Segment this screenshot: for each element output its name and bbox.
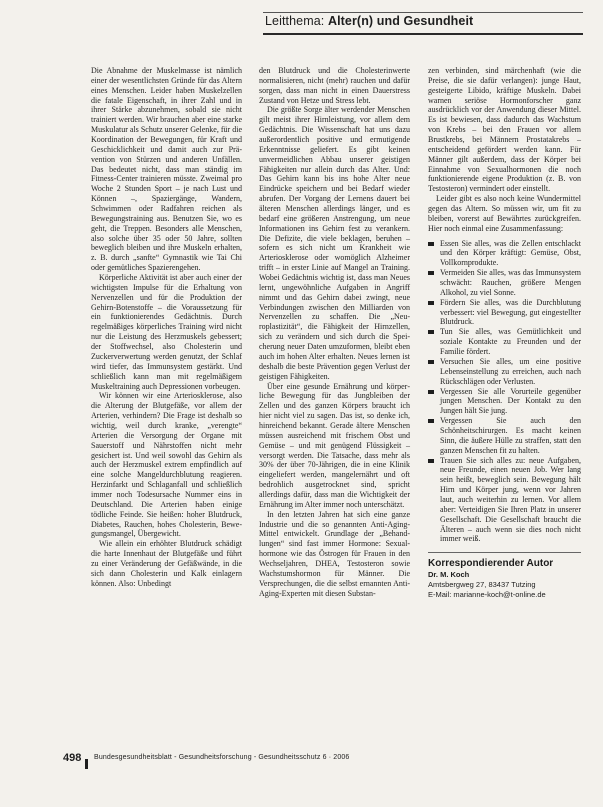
square-bullet-icon [428,419,434,423]
bullet-text: Essen Sie alles, was die Zellen entschlackt und den Körper kräftigt: Gemüse, Obst, Vollkornprodukte. [440,238,581,268]
text-column-left [91,66,242,589]
text-column-right [428,66,581,600]
bullet-text: Fördern Sie alles, was die Durchblutung verbessert: viel Bewegung, gut eingestellter Blutdruck. [440,297,581,327]
paragraph: zen verbinden, sind märchenhaft (wie die Preise, die sie dafür verlangen): junge Haut, gesteigerte Libido, kräftige Muskeln. Dabei warnen seriöse Hormonforscher ganz ausdrücklich vor der Anwendung dieser Mittel. Es ist bewiesen, dass dadurch das Wachstum von Krebs – bei den Frauen vor allem Brustkrebs, bei Männern Prostatakrebs – entscheidend gefördert werden kann. Für Männer gilt außerdem, dass der Körper bei Einnahme von Sexualhormonen die noch funktionierende eigene Produktion (z. B. von Testosteron) vermindert oder einstellt. [428,66,581,194]
paragraph: Wie allein ein erhöhter Blutdruck schädigt die harte Innenhaut der Blutgefäße und führt zu einer Veränderung der Gefäßwände, in die sich dann Cholesterin und Kalk einlagern können. Also: Unbedingt [91,539,242,588]
bullet-text: Versuchen Sie alles, um eine positive Lebenseinstellung zu erreichen, auch nach Rückschlägen oder Verlusten. [440,356,581,386]
page-footer [63,750,583,770]
contact-email: E-Mail: marianne-koch@t-online.de [428,590,546,600]
bullet-text: Vergessen Sie auch den Schönheitschirurgen. Es macht keinen Sinn, die äußere Hülle zu straffen, statt den ganzen Menschen fit zu halten. [440,416,581,455]
paragraph: In den letzten Jahren hat sich eine ganze Industrie und die so genannten Anti-Aging-Mittel entwickelt. Grundlage der „Behandlungen“ sind fast immer Hormone: Sexualhormone wie das Östrogen für Frauen in den Wechseljahren, DHEA, Testosteron sowie Wachstumshormon für Männer. Die Versprechungen, die die selbst ernannten Anti-Aging-Experten mit diesen Substan- [259,509,410,598]
contact-name: Dr. M. Koch [428,570,470,580]
contact-rule [428,552,581,553]
header-title: Alter(n) und Gesundheit [327,14,474,28]
bullet-item [428,327,581,357]
bullet-item [428,268,581,298]
paragraph: Über eine gesunde Ernährung und körperliche Bewegung für das Jungbleiben der Zellen und des ganzen Körpers braucht ich hier nicht viel zu sagen. Das ist, so denke ich, hinreichend bekannt. Gerade ältere Menschen müssen ausreichend mit frischem Obst und Gemüse – und mit genügend Flüssigkeit – versorgt werden. Die Tatsache, dass mehr als 30% der über 70-Jährigen, die in eine Klinik eingeliefert werden, mangelernährt und oft bedrohlich ausgetrocknet sind, spricht allerdings dafür, dass man die Wichtigkeit der Ernährung im Alter immer noch unterschätzt. [259,381,410,509]
square-bullet-icon [428,301,434,305]
journal-citation: Bundesgesundheitsblatt - Gesundheitsforschung - Gesundheitsschutz 6 · 2006 [94,754,350,761]
paragraph: den Blutdruck und die Cholesterinwerte normalisieren, nicht (mehr) rauchen und dafür sorgen, dass man nicht in einen Dauerstress Zustand von Hetze und Stress lebt. [259,66,410,105]
paragraph: Die Abnahme der Muskelmasse ist nämlich einer der wesentlichsten Gründe für das Altern eines Menschen. Leider haben Muskelzellen die fatale Eigenschaft, in ihrer Zahl und in ihrer Stärke abzunehmen, sobald sie nicht trainiert werden. Wir brauchen aber eine starke Muskulatur als Schutz unserer Gelenke, für die Koordination der Bewegungen, für Kraft und Geschicklichkeit und damit auch zur Prävention von Stürzen und anderen Unfällen. Das bedeutet nicht, dass man ständig im Fitness-Center trainieren müsste. Zweimal pro Woche 2 Stunden Sport – je nach Lust und Können –, Spaziergänge, Wandern, Schwimmen oder Radfahren reichen als Bewegungstraining aus. Benutzen Sie, wo es geht, die Treppen. Besonders alle Menschen, also solche über 35 oder 50 Jahre, sollten beweglich bleiben und ihre Muskeln erhalten, z. B. durch „sanfte“ Gymnastik wie Tai Chi oder gemütliches Spazierengehen. [91,66,242,273]
bullet-text: Vergessen Sie alle Vorurteile gegenüber jungen Menschen. Der Kontakt zu den Jungen hält Sie jung. [440,386,581,416]
bullet-item [428,416,581,455]
header-rule [263,33,583,35]
square-bullet-icon [428,390,434,394]
bullet-text: Trauen Sie sich alles zu: neue Aufgaben, neue Freunde, einen neuen Job. Wer lang sein heißt, beweglich sein. Bewegung hält Hirn und Körper jung, wenn vor Jahren laut, auch weiterhin zu lernen. Vor allem aber: Verteidigen Sie Ihren Platz in unserer Gesellschaft. Die Gesellschaft braucht die Älteren – auch wenn sie dies noch nicht immer weiß. [440,455,581,544]
bullet-text: Vermeiden Sie alles, was das Immunsystem schwächt: Rauchen, größere Mengen Alkohol, zu viel Sonne. [440,268,581,297]
paragraph: Wir können wir eine Arteriosklerose, also die Alterung der Blutgefäße, vor allem der Arterien, verhindern? Die Frage ist deshalb so wichtig, weil durch kranke, „verengte“ Arterien die Versorgung der Organe mit Sauerstoff und Nährstoffen nicht mehr gesichert ist. Und weil sowohl das Gehirn als auch der Herzmuskel extrem empfindlich auf eine solche Mangeldurchblutung reagieren. Herzinfarkt und Schlaganfall und schließlich immer noch Todesursache Nummer eins in Deutschland. Die Arterien haben einige tödliche Feinde. Sie heißen: hoher Blutdruck, Diabetes, Rauchen, hohes Cholesterin, Bewegungsmangel, Übergewicht. [91,391,242,539]
contact-address: Amtsbergweg 27, 83437 Tutzing [428,580,536,590]
paragraph: Leider gibt es also noch keine Wundermittel gegen das Altern. So müssen wir, um fit zu bleiben, vorerst auf Bewährtes zurückgreifen. Hier noch einmal eine Zusammenfassung: [428,194,581,233]
page-number: 498 [63,752,82,764]
paragraph: Körperliche Aktivität ist aber auch einer der wichtigsten Impulse für die Erhaltung von Nervenzellen und für die Produktion der Gehirn-Botenstoffe – die Voraussetzung für ein funktionierendes Gedächtnis. Durch regelmäßiges körperliches Training wird nicht nur die Leistung des Herzmuskels gebessert; der Stoffwechsel, also Cholesterin und Zuckerverwertung werden genutzt, der Schlaf wird tiefer, das Immunsystem gestärkt. Und schließlich kann man mit regelmäßigem Muskeltraining auch Depressionen vorbeugen. [91,273,242,391]
bullet-item [428,357,581,387]
summary-bullet-list [428,239,581,545]
square-bullet-icon [428,271,434,275]
bullet-item [428,298,581,328]
bullet-item [428,456,581,545]
footer-divider [85,759,88,769]
text-column-middle [259,66,410,598]
bullet-item [428,239,581,269]
contact-heading: Korrespondierender Autor [428,558,554,570]
square-bullet-icon [428,459,434,463]
paragraph: Die größte Sorge älter werdender Menschen gilt meist ihrer Hirnleistung, vor allem dem Gedächtnis. Die Wissenschaft hat uns dazu außerordentlich positive und ermutigende Erkenntnisse geliefert. Es gibt keinen unvermeidlichen Abbau unserer geistigen Fähigkeiten nur allein durch das Alter. Und: Das Gehirn kann bis ins hohe Alter neue Eindrücke speichern und bei Bedarf wieder abrufen. Der Vorgang der Lernens dauert bei älteren Menschen allerdings länger, und es bedarf eine größeren Anstrengung, um neue Informationen ins Gehirn fest zu verankern. Die Defizite, die viele beklagen, beruhen – sofern es sich nicht um Krankheit wie Arteriosklerose oder womöglich Alzheimer trifft – in erster Linie auf Mangel an Training. Wobei Gedächtnis wichtig ist, dass man Neues lernt, ungewöhnliche Aufgaben in Angriff nimmt und das Gehirn dabei zwingt, neue Verbindungen zwischen den Milliarden von Nervenzellen zu schaffen. Die „Neuroplastizität“, die Fähigkeit der Hirnzellen, sich zu verändern und sich durch die Speicherung neuer Daten umzuformen, bleibt eben auch im hohen Alter erhalten. Neues lernen ist deshalb die beste Prävention gegen Verlust der geistigen Fähigkeiten. [259,105,410,381]
bullet-text: Tun Sie alles, was Gemütlichkeit und soziale Kontakte zu Freunden und der Familie fördert. [440,327,581,357]
bullet-item [428,387,581,417]
square-bullet-icon [428,330,434,334]
square-bullet-icon [428,360,434,364]
running-header [265,14,473,28]
header-prefix: Leitthema: [265,14,328,28]
square-bullet-icon [428,242,434,246]
header-top-line [263,12,583,13]
